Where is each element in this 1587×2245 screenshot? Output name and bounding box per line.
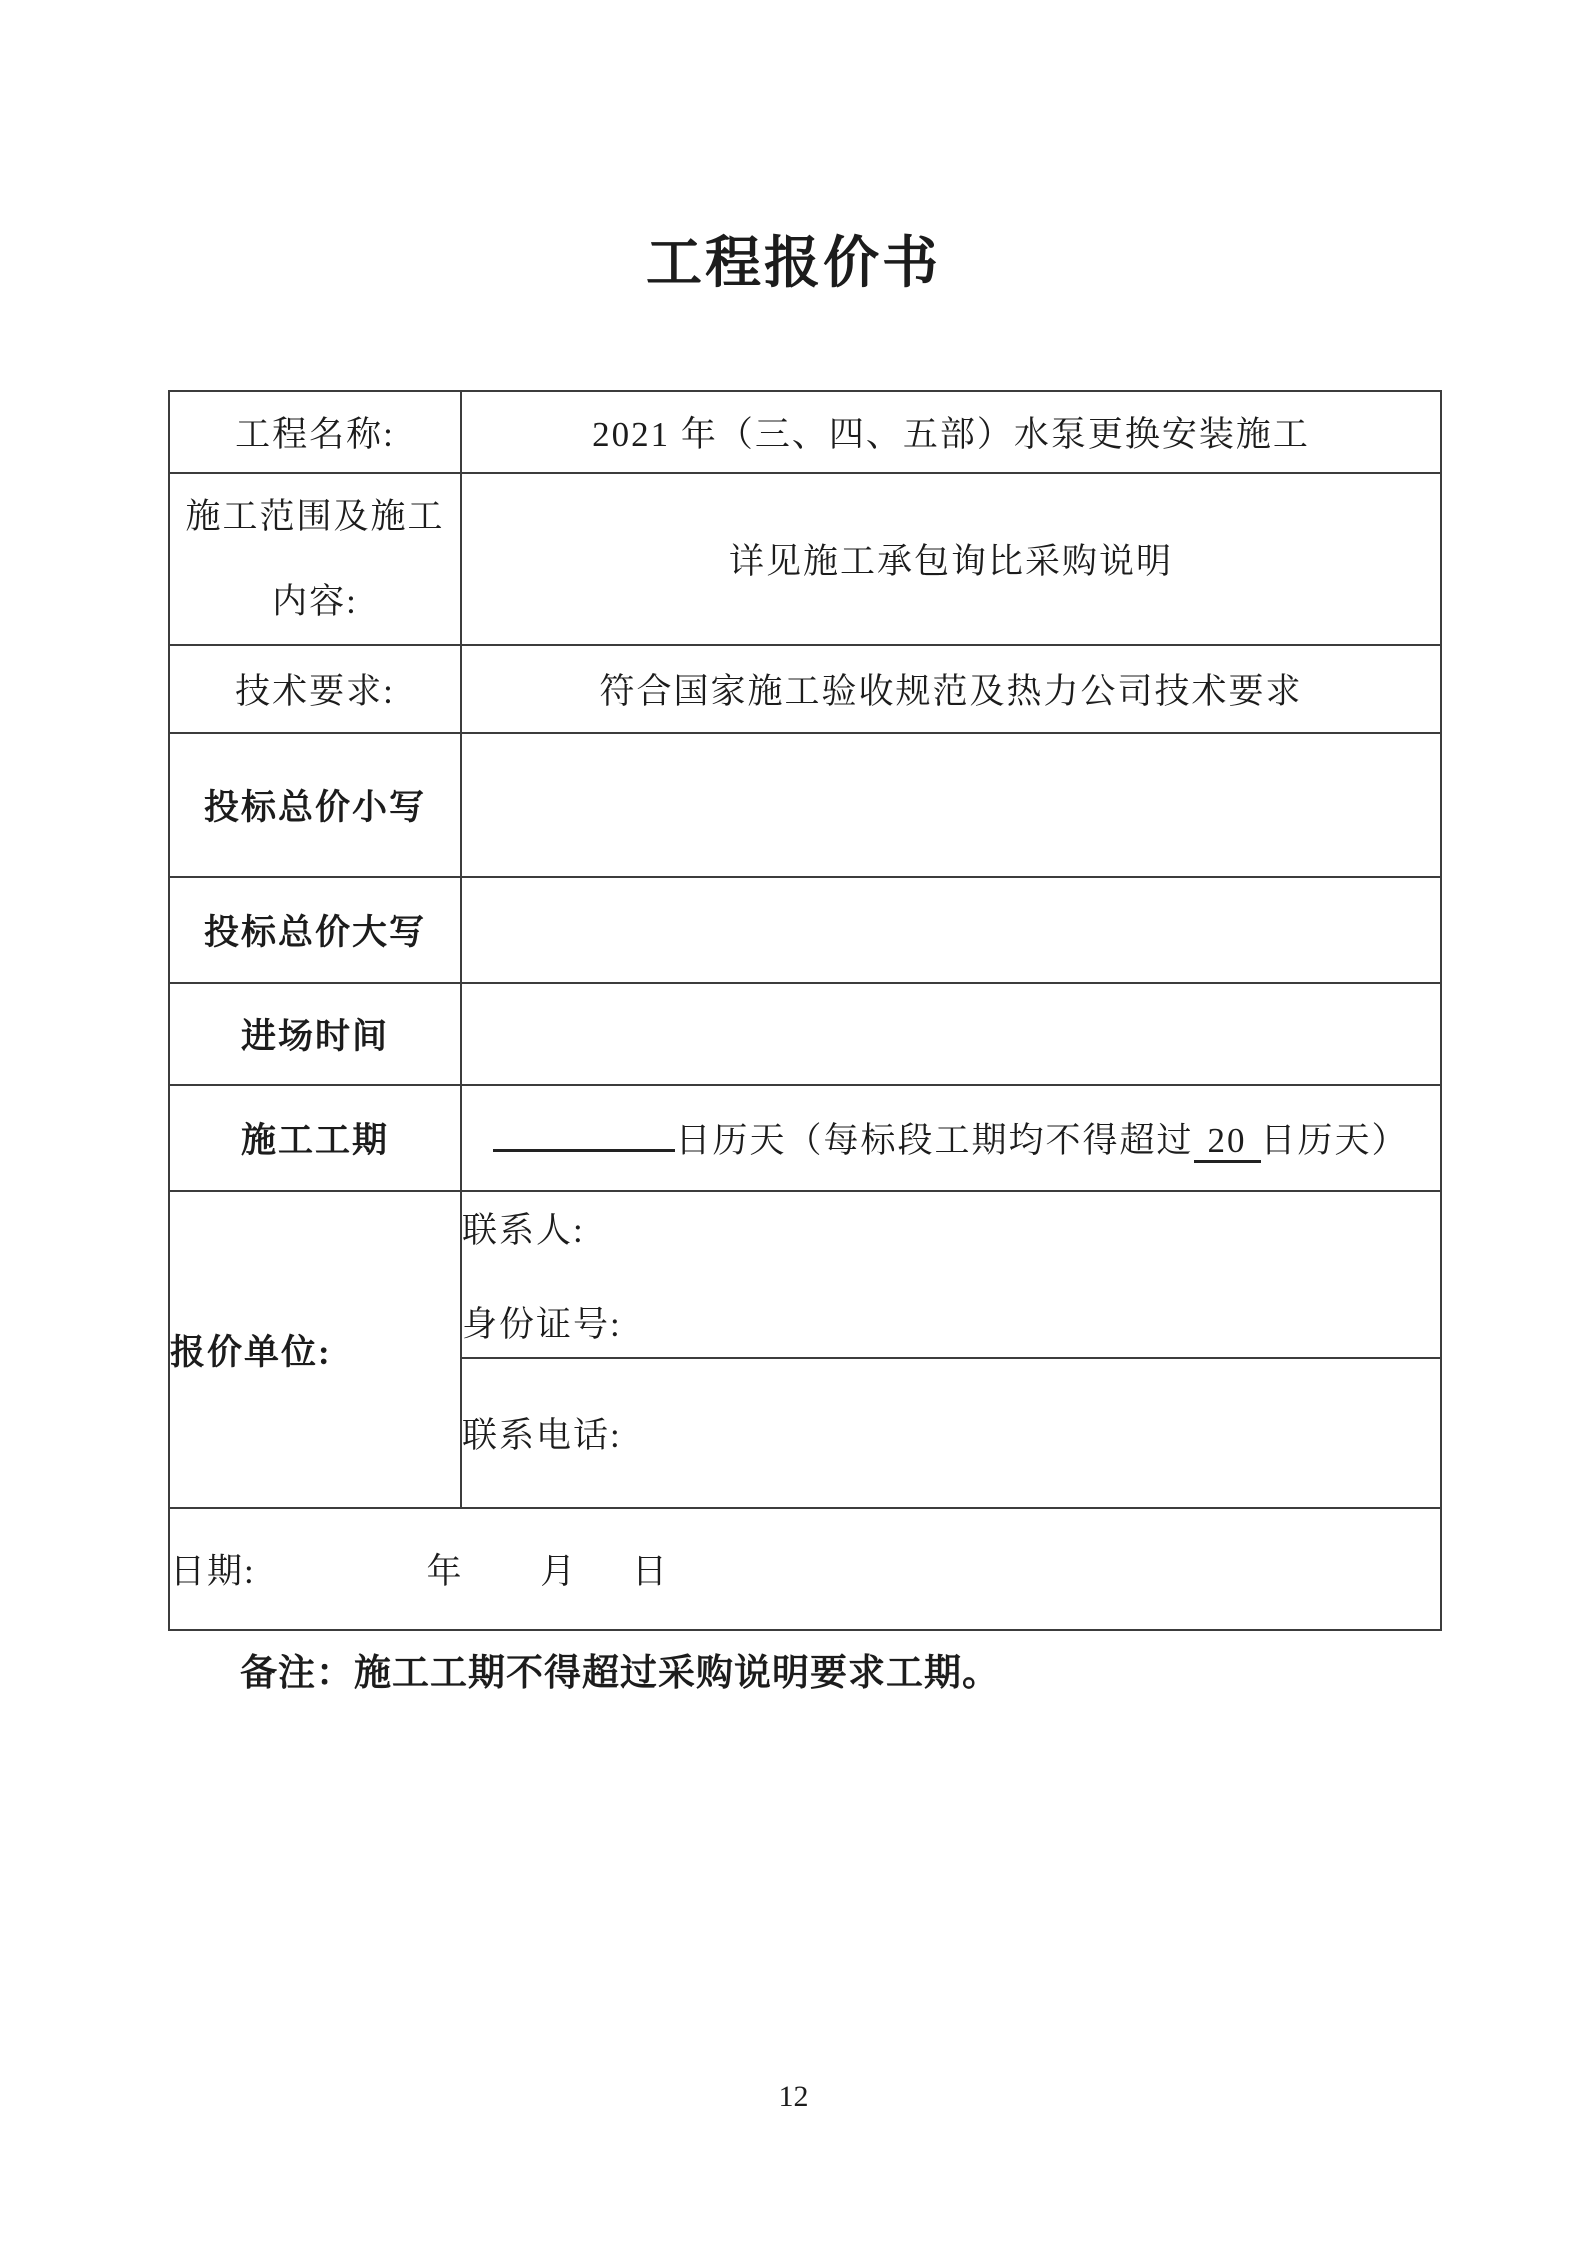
- id-number-label: 身份证号:: [462, 1304, 622, 1344]
- row-scope: [169, 473, 1441, 645]
- project-name-label: 工程名称:: [169, 391, 461, 473]
- row-project-name: [169, 391, 1441, 473]
- quotation-table: [168, 390, 1442, 1631]
- period-limit-days: 20: [1194, 1122, 1261, 1164]
- period-text: 日历天（每标段工期均不得超过: [675, 1120, 1194, 1160]
- bid-total-uppercase-input-area[interactable]: [461, 877, 1441, 983]
- document-title: 工程报价书: [646, 233, 941, 295]
- bid-total-lowercase-input-area[interactable]: [461, 733, 1441, 877]
- quote-unit-label: 报价单位:: [169, 1191, 461, 1508]
- phone-label[interactable]: 联系电话:: [461, 1358, 1441, 1508]
- row-entry-time: [169, 983, 1441, 1085]
- date-day-label: 日: [632, 1552, 670, 1591]
- entry-time-input-area[interactable]: [461, 983, 1441, 1085]
- bid-total-uppercase-label: 投标总价大写: [169, 877, 461, 983]
- row-date: [169, 1508, 1441, 1630]
- contact-info-cell[interactable]: [461, 1191, 1441, 1358]
- bid-total-lowercase-label: 投标总价小写: [169, 733, 461, 877]
- date-cell: [169, 1508, 1441, 1630]
- contact-person-label: 联系人:: [462, 1210, 585, 1250]
- date-label: 日期:: [170, 1552, 256, 1591]
- scope-value: 详见施工承包询比采购说明: [461, 473, 1441, 645]
- technical-label: 技术要求:: [169, 645, 461, 733]
- project-name-value: 2021 年（三、四、五部）水泵更换安装施工: [461, 391, 1441, 473]
- period-text-tail: 日历天）: [1260, 1120, 1409, 1160]
- construction-period-label: 施工工期: [169, 1085, 461, 1191]
- row-bid-total-uppercase: [169, 877, 1441, 983]
- note-remark: 备注：施工工期不得超过采购说明要求工期。: [240, 1653, 1000, 1694]
- row-construction-period: [169, 1085, 1441, 1191]
- date-year-label: 年: [426, 1552, 464, 1591]
- entry-time-label: 进场时间: [169, 983, 461, 1085]
- row-quote-unit: [169, 1191, 1441, 1358]
- construction-period-value: [461, 1085, 1441, 1191]
- row-bid-total-lowercase: [169, 733, 1441, 877]
- page-number: 12: [778, 2080, 809, 2113]
- technical-value: 符合国家施工验收规范及热力公司技术要求: [461, 645, 1441, 733]
- date-month-label: 月: [540, 1552, 578, 1591]
- scope-label: 施工范围及施工内容:: [169, 473, 461, 645]
- row-technical: [169, 645, 1441, 733]
- period-blank-underline[interactable]: [493, 1115, 675, 1152]
